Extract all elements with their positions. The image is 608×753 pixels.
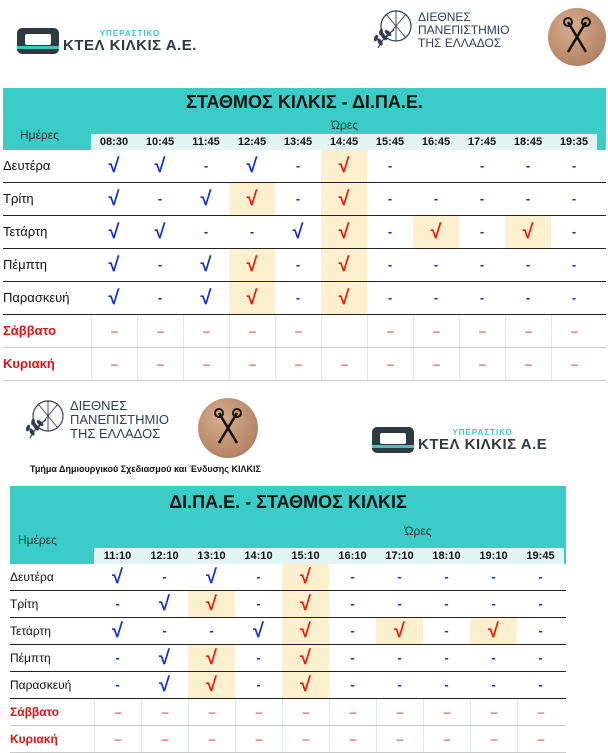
no-trip-mark: -: [256, 650, 261, 665]
no-trip-mark: -: [387, 290, 393, 305]
trip-checkmark-highlighted: √: [188, 591, 235, 617]
no-trip-mark: -: [157, 290, 163, 305]
trip-checkmark: √: [108, 254, 120, 276]
departure-time: 15:45: [375, 136, 405, 148]
no-service-mark: –: [183, 348, 229, 380]
no-trip-mark: -: [256, 596, 261, 611]
no-trip-mark: -: [491, 650, 496, 665]
departure-time: 14:10: [244, 550, 273, 562]
schedule-title: ΣΤΑΘΜΟΣ ΚΙΛΚΙΣ - ΔΙ.ΠΑ.Ε.: [186, 92, 423, 112]
trip-checkmark-highlighted: √: [229, 183, 275, 215]
no-trip-mark: -: [538, 650, 543, 665]
trip-checkmark: √: [154, 221, 166, 243]
no-service-mark: –: [229, 348, 275, 380]
departure-time: 10:45: [145, 136, 175, 148]
trip-checkmark-highlighted: √: [229, 249, 275, 281]
trip-checkmark: √: [108, 155, 120, 177]
schedule-row: [10, 672, 566, 699]
trip-checkmark: √: [154, 155, 166, 177]
trip-checkmark-highlighted: √: [282, 645, 329, 671]
schedule-row: [3, 348, 606, 381]
no-service-mark: –: [413, 315, 459, 347]
no-trip-mark: -: [538, 596, 543, 611]
no-trip-mark: -: [249, 224, 255, 239]
day-name: Πέμπτη: [10, 651, 51, 665]
schedule-row: [10, 618, 566, 645]
trip-checkmark-highlighted: √: [188, 672, 235, 698]
no-trip-mark: -: [538, 569, 543, 584]
no-service-mark: –: [137, 315, 183, 347]
no-trip-mark: -: [433, 257, 439, 272]
schedule-title: ΔΙ.ΠΑ.Ε. - ΣΤΑΘΜΟΣ ΚΙΛΚΙΣ: [169, 492, 407, 512]
empty-cell: [413, 150, 459, 182]
departure-time: 15:10: [291, 550, 320, 562]
no-service-mark: –: [505, 348, 551, 380]
no-service-mark: –: [329, 726, 376, 752]
no-trip-mark: -: [350, 596, 355, 611]
no-trip-mark: -: [295, 257, 301, 272]
no-trip-mark: -: [479, 224, 485, 239]
day-name: Τετάρτη: [10, 624, 51, 638]
ktel-name: ΚΤΕΛ ΚΙΛΚΙΣ Α.Ε: [418, 435, 548, 453]
departure-time: 17:45: [467, 136, 497, 148]
ihu-name-line3: ΤΗΣ ΕΛΛΑΔΟΣ: [418, 35, 502, 50]
day-name: Πέμπτη: [3, 257, 48, 272]
ihu-logo-bottom: [24, 398, 169, 442]
no-trip-mark: -: [256, 677, 261, 692]
no-trip-mark: -: [350, 569, 355, 584]
trip-checkmark: √: [108, 287, 120, 309]
day-name: Τρίτη: [10, 597, 39, 611]
no-service-mark: –: [183, 315, 229, 347]
no-service-mark: –: [551, 315, 597, 347]
trip-checkmark-highlighted: √: [413, 216, 459, 248]
no-trip-mark: -: [444, 596, 449, 611]
no-trip-mark: -: [491, 569, 496, 584]
no-trip-mark: -: [433, 191, 439, 206]
no-service-mark: –: [329, 699, 376, 725]
no-service-mark: –: [275, 315, 321, 347]
trip-checkmark: √: [108, 221, 120, 243]
no-trip-mark: -: [387, 224, 393, 239]
no-service-mark: –: [91, 315, 137, 347]
no-trip-mark: -: [538, 623, 543, 638]
trip-checkmark-highlighted: √: [321, 249, 367, 281]
ihu-logo-top: [372, 8, 509, 52]
ihu-name-line1: ΔΙΕΘΝΕΣ: [70, 398, 128, 413]
no-trip-mark: -: [571, 191, 577, 206]
departure-time: 11:45: [192, 136, 220, 148]
no-service-mark: –: [275, 348, 321, 380]
trip-checkmark: √: [112, 566, 123, 588]
day-name: Σάββατο: [3, 323, 57, 338]
no-trip-mark: -: [350, 677, 355, 692]
no-trip-mark: -: [444, 677, 449, 692]
ihu-name-line2: ΠΑΝΕΠΙΣΤΗΜΙΟ: [418, 22, 510, 37]
no-service-mark: –: [137, 348, 183, 380]
trip-checkmark: √: [200, 287, 212, 309]
no-service-mark: –: [91, 348, 137, 380]
no-trip-mark: -: [115, 650, 120, 665]
no-trip-mark: -: [397, 650, 402, 665]
departure-times: [91, 134, 597, 150]
no-trip-mark: -: [571, 224, 577, 239]
departure-time: 19:10: [479, 550, 508, 562]
schedule-row: [3, 282, 606, 315]
no-trip-mark: -: [397, 569, 402, 584]
ktel-logo-bottom: [372, 427, 547, 453]
no-trip-mark: -: [571, 290, 577, 305]
no-service-mark: –: [413, 348, 459, 380]
ihu-name-line1: ΔΙΕΘΝΕΣ: [418, 9, 471, 24]
trip-checkmark: √: [159, 647, 170, 669]
trip-checkmark: √: [200, 188, 212, 210]
bus-icon: [372, 427, 414, 453]
no-service-mark: –: [470, 699, 517, 725]
schedule-row: [3, 315, 606, 348]
day-name: Τετάρτη: [3, 224, 48, 239]
departure-time: 12:45: [237, 136, 267, 148]
department-seal-bottom: [198, 398, 258, 458]
ktel-subtitle: ΥΠΕΡΑΣΤΙΚΟ: [99, 28, 161, 38]
department-seal-top: [548, 8, 606, 66]
no-trip-mark: -: [433, 290, 439, 305]
no-service-mark: –: [517, 699, 564, 725]
no-trip-mark: -: [162, 569, 167, 584]
day-name: Παρασκευή: [10, 678, 72, 692]
scissors-icon: [548, 8, 606, 66]
departure-time: 19:45: [526, 550, 555, 562]
no-trip-mark: -: [525, 290, 531, 305]
departure-time: 13:10: [197, 550, 226, 562]
no-service-mark: –: [235, 699, 282, 725]
no-service-mark: –: [141, 726, 188, 752]
no-trip-mark: -: [157, 257, 163, 272]
ktel-name: ΚΤΕΛ ΚΙΛΚΙΣ Α.Ε.: [63, 36, 197, 54]
day-name: Παρασκευή: [3, 290, 70, 305]
no-trip-mark: -: [203, 158, 209, 173]
schedule-row: [10, 699, 566, 726]
no-service-mark: –: [551, 348, 597, 380]
schedule-row: [10, 591, 566, 618]
no-service-mark: –: [505, 315, 551, 347]
no-service-mark: –: [376, 726, 423, 752]
trip-checkmark: √: [159, 593, 170, 615]
no-service-mark: –: [188, 699, 235, 725]
trip-checkmark: √: [206, 566, 217, 588]
trip-checkmark-highlighted: √: [470, 618, 517, 644]
no-trip-mark: -: [525, 257, 531, 272]
no-trip-mark: -: [295, 158, 301, 173]
no-trip-mark: -: [203, 224, 209, 239]
scissors-icon: [198, 398, 258, 458]
ihu-name-line2: ΠΑΝΕΠΙΣΤΗΜΙΟ: [70, 412, 170, 427]
no-service-mark: –: [459, 348, 505, 380]
trip-checkmark-highlighted: √: [321, 282, 367, 314]
no-trip-mark: -: [479, 290, 485, 305]
hours-label: Ώρες: [331, 118, 358, 132]
trip-checkmark-highlighted: √: [321, 183, 367, 215]
departure-time: 08:30: [99, 136, 129, 148]
no-trip-mark: -: [115, 596, 120, 611]
ktel-logo-top: [17, 28, 197, 54]
schedule-row: [10, 564, 566, 591]
trip-checkmark-highlighted: √: [282, 564, 329, 590]
ihu-name-line3: ΤΗΣ ΕΛΛΑΔΟΣ: [70, 426, 161, 441]
no-trip-mark: -: [157, 191, 163, 206]
schedule-row: [10, 645, 566, 672]
trip-checkmark: √: [200, 254, 212, 276]
trip-checkmark: √: [246, 155, 258, 177]
no-service-mark: –: [94, 699, 141, 725]
day-name: Τρίτη: [3, 191, 34, 206]
no-trip-mark: -: [571, 158, 577, 173]
trip-checkmark-highlighted: √: [229, 282, 275, 314]
trip-checkmark: √: [108, 188, 120, 210]
no-service-mark: –: [459, 315, 505, 347]
no-trip-mark: -: [115, 677, 120, 692]
no-trip-mark: -: [538, 677, 543, 692]
no-trip-mark: -: [387, 191, 393, 206]
departure-time: 13:45: [283, 136, 313, 148]
schedule-row: [10, 726, 566, 753]
hours-label: Ώρες: [404, 524, 432, 538]
no-trip-mark: -: [256, 569, 261, 584]
no-trip-mark: -: [397, 596, 402, 611]
schedule-row: [3, 249, 606, 282]
departure-time: 16:45: [421, 136, 451, 148]
day-name: Δευτέρα: [10, 570, 54, 584]
departure-time: 14:45: [329, 136, 359, 148]
day-name: Κυριακή: [10, 732, 58, 746]
day-name: Κυριακή: [3, 356, 55, 371]
no-trip-mark: -: [387, 158, 393, 173]
departure-time: 18:45: [513, 136, 543, 148]
departure-time: 16:10: [338, 550, 367, 562]
empty-cell: [321, 315, 367, 347]
no-trip-mark: -: [491, 596, 496, 611]
schedule-station-to-university: [3, 88, 606, 378]
no-service-mark: –: [423, 699, 470, 725]
no-service-mark: –: [367, 315, 413, 347]
no-trip-mark: -: [479, 191, 485, 206]
no-trip-mark: -: [525, 158, 531, 173]
bus-icon: [17, 28, 59, 54]
departure-time: 17:10: [385, 550, 414, 562]
no-trip-mark: -: [444, 569, 449, 584]
trip-checkmark-highlighted: √: [376, 618, 423, 644]
departure-time: 11:10: [103, 550, 132, 562]
trip-checkmark: √: [159, 674, 170, 696]
trip-checkmark-highlighted: √: [321, 216, 367, 248]
no-trip-mark: -: [209, 623, 214, 638]
no-trip-mark: -: [479, 257, 485, 272]
schedule-row: [3, 216, 606, 249]
no-trip-mark: -: [295, 290, 301, 305]
no-trip-mark: -: [295, 191, 301, 206]
trip-checkmark: √: [292, 221, 304, 243]
trip-checkmark-highlighted: √: [282, 618, 329, 644]
no-service-mark: –: [470, 726, 517, 752]
ktel-subtitle: ΥΠΕΡΑΣΤΙΚΟ: [452, 427, 513, 437]
no-service-mark: –: [367, 348, 413, 380]
olive-branch-icon: [372, 8, 414, 52]
schedule-university-to-station: [10, 486, 566, 753]
no-service-mark: –: [423, 726, 470, 752]
no-service-mark: –: [94, 726, 141, 752]
trip-checkmark-highlighted: √: [282, 591, 329, 617]
no-trip-mark: -: [491, 677, 496, 692]
olive-branch-icon: [24, 398, 66, 442]
no-trip-mark: -: [397, 677, 402, 692]
no-trip-mark: -: [525, 191, 531, 206]
no-trip-mark: -: [350, 650, 355, 665]
trip-checkmark-highlighted: √: [188, 645, 235, 671]
departure-time: 18:10: [432, 550, 461, 562]
trip-checkmark: √: [253, 620, 264, 642]
no-trip-mark: -: [571, 257, 577, 272]
day-name: Σάββατο: [10, 705, 59, 719]
departure-times: [94, 548, 564, 564]
days-label: Ημέρες: [18, 533, 57, 547]
no-service-mark: –: [235, 726, 282, 752]
schedule-row: [3, 150, 606, 183]
no-service-mark: –: [517, 726, 564, 752]
no-service-mark: –: [321, 348, 367, 380]
no-trip-mark: -: [387, 257, 393, 272]
no-service-mark: –: [229, 315, 275, 347]
no-trip-mark: -: [444, 623, 449, 638]
no-service-mark: –: [282, 726, 329, 752]
no-trip-mark: -: [350, 623, 355, 638]
days-label: Ημέρες: [20, 128, 59, 142]
no-service-mark: –: [282, 699, 329, 725]
trip-checkmark-highlighted: √: [282, 672, 329, 698]
trip-checkmark-highlighted: √: [321, 150, 367, 182]
no-service-mark: –: [376, 699, 423, 725]
schedule-row: [3, 183, 606, 216]
department-name: Τμήμα Δημιουργικού Σχεδιασμού και Ένδυσης ΚΙΛΚΙΣ: [30, 464, 261, 474]
no-trip-mark: -: [162, 623, 167, 638]
no-trip-mark: -: [444, 650, 449, 665]
no-service-mark: –: [141, 699, 188, 725]
no-trip-mark: -: [479, 158, 485, 173]
trip-checkmark: √: [112, 620, 123, 642]
departure-time: 19:35: [559, 136, 589, 148]
departure-time: 12:10: [150, 550, 179, 562]
no-service-mark: –: [188, 726, 235, 752]
day-name: Δευτέρα: [3, 158, 51, 173]
trip-checkmark-highlighted: √: [505, 216, 551, 248]
